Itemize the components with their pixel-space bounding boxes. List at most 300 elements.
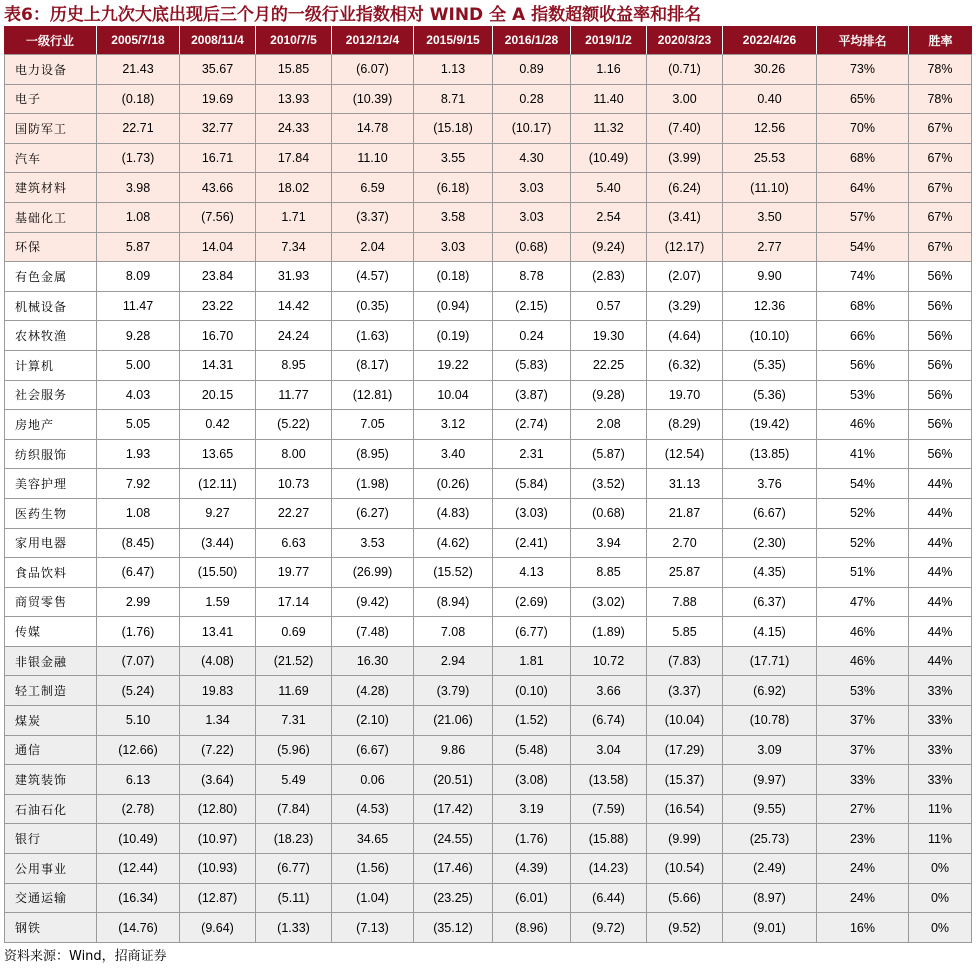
win-rate-cell: 33%: [908, 735, 972, 765]
excess-return-cell: (12.80): [179, 794, 255, 824]
source-note: 资料来源：Wind，招商证券: [4, 949, 167, 964]
header-2022-4-26: 2022/4/26: [722, 26, 816, 54]
excess-return-cell: (0.19): [413, 320, 492, 350]
win-rate-cell: 78%: [908, 84, 972, 114]
industry-name: 美容护理: [4, 468, 96, 498]
excess-return-cell: 18.02: [255, 172, 331, 202]
excess-return-cell: (17.71): [722, 646, 816, 676]
excess-return-cell: (1.63): [331, 320, 413, 350]
table-row: [4, 143, 972, 173]
excess-return-cell: 19.70: [646, 380, 722, 410]
excess-return-cell: 22.25: [570, 350, 646, 380]
header-win-rate: 胜率: [908, 26, 972, 54]
table-row: [4, 883, 972, 913]
excess-return-cell: 20.15: [179, 380, 255, 410]
excess-return-cell: (3.37): [646, 675, 722, 705]
excess-return-cell: (7.56): [179, 202, 255, 232]
excess-return-cell: (5.87): [570, 439, 646, 469]
industry-name: 建筑材料: [4, 172, 96, 202]
industry-name: 环保: [4, 232, 96, 262]
industry-name: 纺织服饰: [4, 439, 96, 469]
average-rank-cell: 46%: [816, 616, 908, 646]
win-rate-cell: 0%: [908, 912, 972, 943]
excess-return-cell: (3.37): [331, 202, 413, 232]
win-rate-cell: 56%: [908, 261, 972, 291]
table-row: [4, 498, 972, 528]
excess-return-cell: 14.31: [179, 350, 255, 380]
excess-return-cell: (10.10): [722, 320, 816, 350]
excess-return-cell: (8.95): [331, 439, 413, 469]
excess-return-cell: (1.52): [492, 705, 570, 735]
excess-return-cell: 3.50: [722, 202, 816, 232]
average-rank-cell: 37%: [816, 705, 908, 735]
average-rank-cell: 68%: [816, 291, 908, 321]
industry-name: 通信: [4, 735, 96, 765]
excess-return-cell: 19.30: [570, 320, 646, 350]
industry-name: 房地产: [4, 409, 96, 439]
excess-return-cell: (0.35): [331, 291, 413, 321]
excess-return-cell: (10.97): [179, 823, 255, 853]
excess-return-cell: 3.19: [492, 794, 570, 824]
header-2015-9-15: 2015/9/15: [413, 26, 492, 54]
excess-return-cell: 4.13: [492, 557, 570, 587]
average-rank-cell: 41%: [816, 439, 908, 469]
excess-return-cell: (7.22): [179, 735, 255, 765]
excess-return-cell: (8.45): [96, 528, 179, 558]
excess-return-cell: (4.15): [722, 616, 816, 646]
excess-return-cell: (4.64): [646, 320, 722, 350]
excess-return-cell: (8.29): [646, 409, 722, 439]
average-rank-cell: 66%: [816, 320, 908, 350]
excess-return-cell: (1.89): [570, 616, 646, 646]
excess-return-cell: (9.52): [646, 912, 722, 943]
win-rate-cell: 56%: [908, 380, 972, 410]
excess-return-cell: (0.26): [413, 468, 492, 498]
excess-return-cell: 14.42: [255, 291, 331, 321]
excess-return-cell: 13.41: [179, 616, 255, 646]
excess-return-cell: (13.85): [722, 439, 816, 469]
excess-return-cell: 5.05: [96, 409, 179, 439]
excess-return-cell: 0.06: [331, 764, 413, 794]
industry-name: 基础化工: [4, 202, 96, 232]
excess-return-cell: 16.71: [179, 143, 255, 173]
excess-return-cell: (7.40): [646, 113, 722, 143]
average-rank-cell: 74%: [816, 261, 908, 291]
excess-return-cell: (6.18): [413, 172, 492, 202]
excess-return-cell: (5.83): [492, 350, 570, 380]
excess-return-cell: (9.64): [179, 912, 255, 943]
excess-return-cell: (3.02): [570, 587, 646, 617]
win-rate-cell: 44%: [908, 528, 972, 558]
excess-return-cell: (4.08): [179, 646, 255, 676]
industry-name: 汽车: [4, 143, 96, 173]
average-rank-cell: 52%: [816, 498, 908, 528]
excess-return-cell: 5.49: [255, 764, 331, 794]
excess-return-cell: (9.01): [722, 912, 816, 943]
excess-return-cell: 9.27: [179, 498, 255, 528]
excess-return-cell: 3.03: [492, 172, 570, 202]
excess-return-cell: (5.11): [255, 883, 331, 913]
excess-return-cell: (2.49): [722, 853, 816, 883]
excess-return-cell: 7.88: [646, 587, 722, 617]
excess-return-cell: (2.15): [492, 291, 570, 321]
excess-return-cell: (12.66): [96, 735, 179, 765]
excess-return-cell: (2.30): [722, 528, 816, 558]
industry-name: 医药生物: [4, 498, 96, 528]
excess-return-cell: (26.99): [331, 557, 413, 587]
industry-name: 电力设备: [4, 54, 96, 84]
excess-return-cell: (0.68): [492, 232, 570, 262]
industry-name: 机械设备: [4, 291, 96, 321]
table-row: [4, 439, 972, 469]
excess-return-cell: (6.07): [331, 54, 413, 84]
excess-return-cell: 11.77: [255, 380, 331, 410]
excess-return-cell: (6.77): [492, 616, 570, 646]
excess-return-cell: 0.40: [722, 84, 816, 114]
table-row: [4, 705, 972, 735]
excess-return-cell: 9.28: [96, 320, 179, 350]
industry-name: 交通运输: [4, 883, 96, 913]
excess-return-cell: (12.87): [179, 883, 255, 913]
win-rate-cell: 11%: [908, 794, 972, 824]
excess-return-cell: 4.03: [96, 380, 179, 410]
excess-return-cell: (5.35): [722, 350, 816, 380]
industry-name: 电子: [4, 84, 96, 114]
excess-return-cell: (23.25): [413, 883, 492, 913]
excess-return-cell: (7.84): [255, 794, 331, 824]
excess-return-cell: (0.94): [413, 291, 492, 321]
excess-return-cell: 3.58: [413, 202, 492, 232]
excess-return-cell: (15.50): [179, 557, 255, 587]
excess-return-cell: (3.03): [492, 498, 570, 528]
excess-return-cell: (11.10): [722, 172, 816, 202]
excess-return-cell: (6.44): [570, 883, 646, 913]
excess-return-cell: 17.14: [255, 587, 331, 617]
excess-return-cell: (9.97): [722, 764, 816, 794]
excess-return-cell: 10.72: [570, 646, 646, 676]
excess-return-cell: (8.96): [492, 912, 570, 943]
excess-return-cell: (3.08): [492, 764, 570, 794]
table-row: [4, 557, 972, 587]
excess-return-cell: 3.03: [492, 202, 570, 232]
win-rate-cell: 56%: [908, 291, 972, 321]
win-rate-cell: 56%: [908, 439, 972, 469]
excess-return-cell: 2.70: [646, 528, 722, 558]
excess-return-cell: (0.10): [492, 675, 570, 705]
excess-return-cell: 7.31: [255, 705, 331, 735]
excess-return-cell: (3.41): [646, 202, 722, 232]
average-rank-cell: 24%: [816, 883, 908, 913]
excess-return-cell: (19.42): [722, 409, 816, 439]
excess-return-cell: 19.83: [179, 675, 255, 705]
excess-return-cell: (14.76): [96, 912, 179, 943]
excess-return-cell: 24.24: [255, 320, 331, 350]
excess-return-cell: (1.76): [96, 616, 179, 646]
excess-return-cell: 19.22: [413, 350, 492, 380]
excess-return-cell: 14.04: [179, 232, 255, 262]
excess-return-cell: 34.65: [331, 823, 413, 853]
excess-return-cell: 2.04: [331, 232, 413, 262]
excess-return-cell: (5.22): [255, 409, 331, 439]
excess-return-cell: (4.39): [492, 853, 570, 883]
excess-return-cell: (8.94): [413, 587, 492, 617]
excess-return-cell: 7.05: [331, 409, 413, 439]
industry-name: 社会服务: [4, 380, 96, 410]
average-rank-cell: 16%: [816, 912, 908, 943]
excess-return-cell: 5.85: [646, 616, 722, 646]
win-rate-cell: 67%: [908, 202, 972, 232]
average-rank-cell: 57%: [816, 202, 908, 232]
table-row: [4, 261, 972, 291]
excess-return-cell: (21.52): [255, 646, 331, 676]
excess-return-cell: (10.39): [331, 84, 413, 114]
excess-return-cell: 13.93: [255, 84, 331, 114]
excess-return-cell: 1.08: [96, 498, 179, 528]
excess-return-cell: (6.24): [646, 172, 722, 202]
win-rate-cell: 33%: [908, 675, 972, 705]
excess-return-cell: 3.00: [646, 84, 722, 114]
excess-return-cell: (7.59): [570, 794, 646, 824]
win-rate-cell: 78%: [908, 54, 972, 84]
excess-return-cell: (1.98): [331, 468, 413, 498]
industry-name: 商贸零售: [4, 587, 96, 617]
excess-return-cell: (8.17): [331, 350, 413, 380]
excess-return-cell: (1.73): [96, 143, 179, 173]
excess-return-cell: 3.94: [570, 528, 646, 558]
excess-return-cell: (9.28): [570, 380, 646, 410]
excess-return-cell: 2.54: [570, 202, 646, 232]
table-row: [4, 350, 972, 380]
excess-return-cell: (2.10): [331, 705, 413, 735]
table-row: [4, 113, 972, 143]
industry-name: 食品饮料: [4, 557, 96, 587]
table-row: [4, 735, 972, 765]
average-rank-cell: 53%: [816, 380, 908, 410]
excess-return-cell: 2.08: [570, 409, 646, 439]
excess-return-cell: (3.44): [179, 528, 255, 558]
excess-return-cell: 1.59: [179, 587, 255, 617]
excess-return-cell: 4.30: [492, 143, 570, 173]
excess-return-cell: 5.10: [96, 705, 179, 735]
average-rank-cell: 68%: [816, 143, 908, 173]
table-row: [4, 912, 972, 943]
average-rank-cell: 52%: [816, 528, 908, 558]
excess-return-cell: (2.41): [492, 528, 570, 558]
win-rate-cell: 11%: [908, 823, 972, 853]
excess-return-cell: (6.67): [331, 735, 413, 765]
excess-return-cell: (10.49): [96, 823, 179, 853]
excess-return-cell: (15.37): [646, 764, 722, 794]
win-rate-cell: 44%: [908, 646, 972, 676]
industry-name: 钢铁: [4, 912, 96, 943]
industry-name: 公用事业: [4, 853, 96, 883]
win-rate-cell: 56%: [908, 320, 972, 350]
excess-return-cell: (5.96): [255, 735, 331, 765]
excess-return-cell: (4.57): [331, 261, 413, 291]
win-rate-cell: 44%: [908, 587, 972, 617]
win-rate-cell: 67%: [908, 113, 972, 143]
excess-return-cell: (9.24): [570, 232, 646, 262]
win-rate-cell: 44%: [908, 498, 972, 528]
excess-return-cell: 6.63: [255, 528, 331, 558]
table-row: [4, 764, 972, 794]
excess-return-cell: 31.13: [646, 468, 722, 498]
excess-return-cell: (7.83): [646, 646, 722, 676]
excess-return-cell: 1.93: [96, 439, 179, 469]
excess-return-cell: (3.87): [492, 380, 570, 410]
excess-return-cell: 35.67: [179, 54, 255, 84]
excess-return-cell: (7.13): [331, 912, 413, 943]
excess-return-cell: 22.71: [96, 113, 179, 143]
excess-return-cell: (6.67): [722, 498, 816, 528]
excess-return-cell: (10.49): [570, 143, 646, 173]
excess-return-cell: (0.18): [96, 84, 179, 114]
excess-return-cell: (1.33): [255, 912, 331, 943]
excess-return-cell: (17.46): [413, 853, 492, 883]
excess-return-cell: 8.09: [96, 261, 179, 291]
excess-return-cell: 7.92: [96, 468, 179, 498]
excess-return-cell: (6.92): [722, 675, 816, 705]
excess-return-cell: (14.23): [570, 853, 646, 883]
excess-return-cell: 23.22: [179, 291, 255, 321]
excess-return-cell: (5.84): [492, 468, 570, 498]
industry-name: 家用电器: [4, 528, 96, 558]
excess-return-cell: (4.62): [413, 528, 492, 558]
excess-return-cell: (6.47): [96, 557, 179, 587]
win-rate-cell: 0%: [908, 883, 972, 913]
average-rank-cell: 47%: [816, 587, 908, 617]
table-row: [4, 172, 972, 202]
excess-return-cell: (18.23): [255, 823, 331, 853]
table-row: [4, 202, 972, 232]
excess-return-cell: 8.00: [255, 439, 331, 469]
excess-return-cell: (12.17): [646, 232, 722, 262]
header-2016-1-28: 2016/1/28: [492, 26, 570, 54]
excess-return-cell: (3.52): [570, 468, 646, 498]
excess-return-cell: 3.53: [331, 528, 413, 558]
excess-return-cell: (17.42): [413, 794, 492, 824]
excess-return-cell: (10.04): [646, 705, 722, 735]
excess-return-cell: 8.85: [570, 557, 646, 587]
excess-return-cell: (9.42): [331, 587, 413, 617]
excess-return-cell: 1.08: [96, 202, 179, 232]
excess-return-cell: (1.56): [331, 853, 413, 883]
excess-return-cell: (4.53): [331, 794, 413, 824]
excess-return-cell: 11.32: [570, 113, 646, 143]
excess-return-cell: 11.69: [255, 675, 331, 705]
average-rank-cell: 54%: [816, 468, 908, 498]
excess-return-cell: (9.72): [570, 912, 646, 943]
average-rank-cell: 70%: [816, 113, 908, 143]
excess-return-cell: 13.65: [179, 439, 255, 469]
industry-name: 银行: [4, 823, 96, 853]
industry-name: 传媒: [4, 616, 96, 646]
average-rank-cell: 23%: [816, 823, 908, 853]
excess-return-cell: (35.12): [413, 912, 492, 943]
table-title: 表6：历史上九次大底出现后三个月的一级行业指数相对 WIND 全 A 指数超额收益率和排名: [4, 5, 702, 25]
excess-return-cell: (5.36): [722, 380, 816, 410]
excess-return-cell: 25.87: [646, 557, 722, 587]
excess-return-cell: (13.58): [570, 764, 646, 794]
excess-return-cell: (12.11): [179, 468, 255, 498]
excess-return-cell: 15.85: [255, 54, 331, 84]
table-row: [4, 84, 972, 114]
average-rank-cell: 24%: [816, 853, 908, 883]
excess-return-cell: 11.47: [96, 291, 179, 321]
excess-return-cell: (7.07): [96, 646, 179, 676]
excess-return-cell: (15.88): [570, 823, 646, 853]
excess-return-cell: 3.09: [722, 735, 816, 765]
excess-return-cell: (2.07): [646, 261, 722, 291]
excess-return-cell: 12.36: [722, 291, 816, 321]
excess-return-cell: 0.24: [492, 320, 570, 350]
excess-return-cell: (7.48): [331, 616, 413, 646]
win-rate-cell: 0%: [908, 853, 972, 883]
excess-return-cell: 31.93: [255, 261, 331, 291]
table-row: [4, 675, 972, 705]
table-row: [4, 528, 972, 558]
excess-return-cell: 5.40: [570, 172, 646, 202]
excess-return-cell: 6.13: [96, 764, 179, 794]
table-row: [4, 468, 972, 498]
win-rate-cell: 33%: [908, 705, 972, 735]
excess-return-cell: (3.79): [413, 675, 492, 705]
excess-return-cell: (0.68): [570, 498, 646, 528]
excess-return-cell: 9.90: [722, 261, 816, 291]
excess-return-cell: 23.84: [179, 261, 255, 291]
win-rate-cell: 44%: [908, 616, 972, 646]
excess-return-cell: 1.16: [570, 54, 646, 84]
industry-name: 计算机: [4, 350, 96, 380]
excess-return-cell: 10.04: [413, 380, 492, 410]
excess-return-cell: (5.48): [492, 735, 570, 765]
header-industry: 一级行业: [4, 26, 96, 54]
excess-return-cell: (6.01): [492, 883, 570, 913]
average-rank-cell: 46%: [816, 646, 908, 676]
excess-return-cell: 43.66: [179, 172, 255, 202]
excess-return-cell: 5.00: [96, 350, 179, 380]
excess-return-cell: 24.33: [255, 113, 331, 143]
excess-return-cell: 17.84: [255, 143, 331, 173]
header-2008-11-4: 2008/11/4: [179, 26, 255, 54]
win-rate-cell: 44%: [908, 557, 972, 587]
excess-return-cell: 1.34: [179, 705, 255, 735]
excess-return-cell: (10.93): [179, 853, 255, 883]
excess-return-cell: 2.99: [96, 587, 179, 617]
excess-return-cell: (8.97): [722, 883, 816, 913]
industry-name: 煤炭: [4, 705, 96, 735]
excess-return-cell: 3.98: [96, 172, 179, 202]
table-row: [4, 291, 972, 321]
industry-name: 农林牧渔: [4, 320, 96, 350]
excess-return-cell: (1.04): [331, 883, 413, 913]
average-rank-cell: 33%: [816, 764, 908, 794]
average-rank-cell: 37%: [816, 735, 908, 765]
excess-return-cell: (0.71): [646, 54, 722, 84]
excess-return-cell: (15.18): [413, 113, 492, 143]
excess-return-cell: (16.34): [96, 883, 179, 913]
excess-return-cell: 0.57: [570, 291, 646, 321]
excess-return-cell: 19.69: [179, 84, 255, 114]
excess-return-cell: 1.81: [492, 646, 570, 676]
win-rate-cell: 56%: [908, 350, 972, 380]
excess-return-cell: (10.54): [646, 853, 722, 883]
excess-return-cell: (6.37): [722, 587, 816, 617]
excess-return-cell: 16.30: [331, 646, 413, 676]
excess-return-cell: 10.73: [255, 468, 331, 498]
excess-return-cell: (3.64): [179, 764, 255, 794]
excess-return-cell: (20.51): [413, 764, 492, 794]
